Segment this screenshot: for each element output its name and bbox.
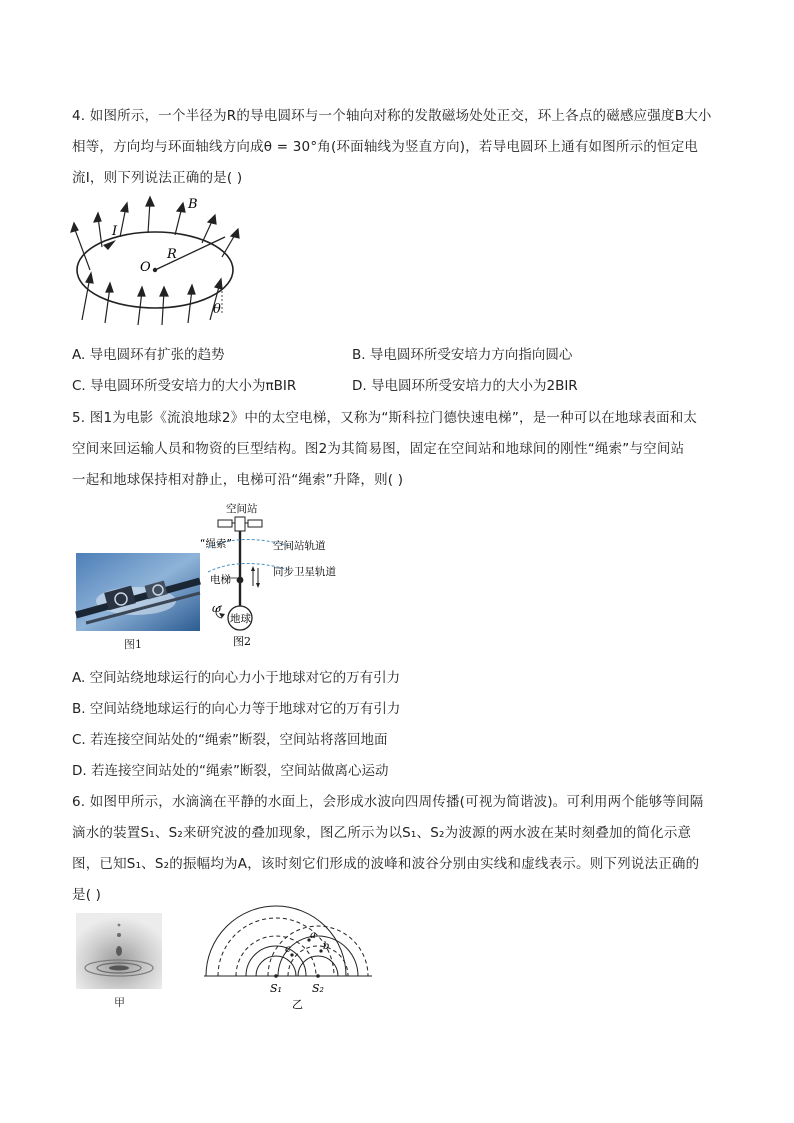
q4-line-2: 相等，方向均与环面轴线方向成θ = 30°角(环面轴线为竖直方向)，若导电圆环上通有如图所示的恒定电: [72, 139, 699, 155]
label-station: 空间站: [226, 503, 258, 515]
label-o: O: [140, 260, 151, 275]
q5-option-a[interactable]: A. 空间站绕地球运行的向心力小于地球对它的万有引力: [72, 670, 401, 686]
q6-line-1: 6. 如图甲所示，水滴滴在平静的水面上，会形成水波向四周传播(可视为简谐波)。可利用两个能够等间隔: [72, 794, 704, 810]
q4-line-3: 流I，则下列说法正确的是( ): [72, 170, 243, 186]
q4-option-a[interactable]: A. 导电圆环有扩张的趋势: [72, 347, 225, 363]
label-i: I: [112, 224, 118, 239]
q4-ring-figure: [60, 195, 240, 330]
q4-option-c[interactable]: C. 导电圆环所受安培力的大小为πBIR: [72, 378, 297, 394]
q5-line-3: 一起和地球保持相对静止，电梯可沿“绳索”升降，则( ): [72, 472, 404, 488]
space-elevator-diagram: [200, 500, 350, 650]
label-elevator: 电梯: [210, 574, 231, 586]
fig1-caption: 图1: [124, 638, 142, 651]
label-theta: θ: [213, 302, 221, 317]
label-station-orbit: 空间站轨道: [273, 540, 326, 552]
fig-yi-caption: 乙: [292, 998, 303, 1011]
label-sync-orbit: 同步卫星轨道: [273, 566, 336, 578]
wave-interference-diagram: [200, 910, 375, 1010]
q5-option-c[interactable]: C. 若连接空间站处的“绳索”断裂，空间站将落回地面: [72, 732, 388, 748]
q5-line-2: 空间来回运输人员和物资的巨型结构。图2为其简易图，固定在空间站和地球间的刚性“绳索”与空间站: [72, 441, 685, 457]
source-s1-label: S₁: [270, 982, 282, 995]
fig-jia-caption: 甲: [114, 996, 125, 1009]
q6-line-4: 是( ): [72, 887, 102, 903]
source-s2-label: S₂: [312, 982, 324, 995]
q4-option-d[interactable]: D. 导电圆环所受安培力的大小为2BIR: [352, 378, 578, 394]
label-b: B: [188, 197, 198, 212]
label-omega: ω: [212, 602, 221, 615]
label-earth: 地球: [230, 613, 251, 625]
q5-line-1: 5. 图1为电影《流浪地球2》中的太空电梯，又称为“斯科拉门德快速电梯”，是一种可以在地球表面和太: [72, 410, 698, 426]
q5-option-d[interactable]: D. 若连接空间站处的“绳索”断裂，空间站做离心运动: [72, 763, 389, 779]
q6-line-2: 滴水的装置S₁、S₂来研究波的叠加现象，图乙所示为以S₁、S₂为波源的两水波在某时刻叠加的简化示意: [72, 825, 692, 841]
q5-option-b[interactable]: B. 空间站绕地球运行的向心力等于地球对它的万有引力: [72, 701, 401, 717]
q4-line-1: 4. 如图所示，一个半径为R的导电圆环与一个轴向对称的发散磁场处处正交，环上各点的磁感应强度B大小: [72, 108, 712, 124]
fig2-caption: 图2: [233, 635, 251, 648]
label-r: R: [167, 247, 177, 262]
space-elevator-photo: [76, 553, 200, 631]
point-b-label: b: [323, 941, 330, 952]
q4-option-b[interactable]: B. 导电圆环所受安培力方向指向圆心: [352, 347, 573, 363]
point-c-label: c: [285, 944, 291, 955]
water-drop-photo: [76, 913, 162, 989]
point-a-label: a: [310, 930, 316, 941]
label-rope: “绳索”: [200, 538, 232, 550]
q6-line-3: 图，已知S₁、S₂的振幅均为A，该时刻它们形成的波峰和波谷分别由实线和虚线表示。则下列说法正确的: [72, 856, 700, 872]
